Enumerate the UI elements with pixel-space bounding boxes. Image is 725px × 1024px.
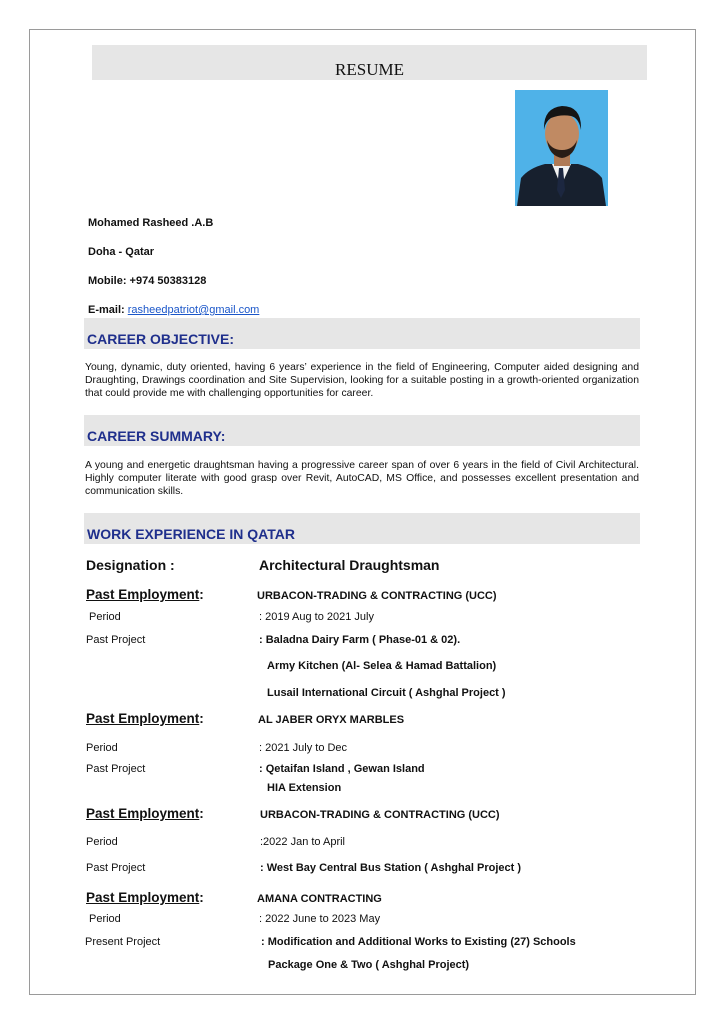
period-label: Period [89, 913, 121, 925]
project-label: Present Project [85, 936, 161, 948]
contact-mobile: Mobile: +974 50383128 [88, 275, 207, 287]
title-bar [92, 45, 647, 80]
project-item: : West Bay Central Bus Station ( Ashghal Project ) [260, 862, 521, 874]
project-item: : Qetaifan Island , Gewan Island [259, 763, 425, 775]
project-item: HIA Extension [267, 782, 342, 794]
employment-label: Past Employment: [86, 806, 204, 821]
portrait-image [515, 90, 608, 206]
period-label: Period [86, 742, 118, 754]
employment-label: Past Employment: [86, 890, 204, 905]
period-value: : 2019 Aug to 2021 July [259, 611, 374, 623]
designation-label: Designation : [86, 557, 175, 573]
period-label: Period [86, 836, 118, 848]
career-objective-text: Young, dynamic, duty oriented, having 6 years’ experience in the field of Engineering, Computer aided designing and Draughting, Drawings coordination and Site Supervision, looking for a suitable posting in a growth-oriented organization that could provide me with challenging opportunities for career. [85, 362, 639, 399]
work-experience-heading: WORK EXPERIENCE IN QATAR [87, 526, 295, 542]
contact-name: Mohamed Rasheed .A.B [88, 217, 214, 229]
project-label: Past Project [86, 634, 146, 646]
email-link[interactable]: rasheedpatriot@gmail.com [127, 304, 260, 316]
employment-label: Past Employment: [86, 711, 204, 726]
project-item: : Modification and Additional Works to Existing (27) Schools [261, 936, 576, 948]
employment-company: AMANA CONTRACTING [257, 893, 382, 905]
employment-company: AL JABER ORYX MARBLES [258, 714, 405, 726]
project-label: Past Project [86, 763, 146, 775]
email-label: E-mail: [88, 304, 128, 316]
contact-location: Doha - Qatar [88, 246, 155, 258]
career-summary-bar [84, 415, 640, 446]
career-summary-heading: CAREER SUMMARY: [87, 428, 226, 444]
work-experience-bar [84, 513, 640, 544]
project-item: : Baladna Dairy Farm ( Phase-01 & 02). [259, 634, 461, 646]
period-label: Period [89, 611, 121, 623]
project-item: Package One & Two ( Ashghal Project) [268, 959, 470, 971]
profile-photo [515, 90, 608, 206]
career-objective-bar [84, 318, 640, 349]
designation-value: Architectural Draughtsman [259, 557, 440, 573]
period-value: : 2022 June to 2023 May [259, 913, 381, 925]
period-value: :2022 Jan to April [260, 836, 346, 848]
project-label: Past Project [86, 862, 146, 874]
page-title: RESUME [335, 60, 404, 79]
employment-label: Past Employment: [86, 587, 204, 602]
career-objective-heading: CAREER OBJECTIVE: [87, 331, 235, 347]
contact-email [88, 304, 259, 316]
employment-company: URBACON-TRADING & CONTRACTING (UCC) [260, 809, 500, 821]
period-value: : 2021 July to Dec [259, 742, 348, 754]
employment-company: URBACON-TRADING & CONTRACTING (UCC) [257, 590, 497, 602]
project-item: Army Kitchen (Al- Selea & Hamad Battalion) [267, 660, 497, 672]
career-summary-text: A young and energetic draughtsman having a progressive career span of over 6 years in the field of Civil Architectural. Highly computer literate with good grasp over Revit, AutoCAD, MS Office, and possesses excellent presentation and communication skills. [85, 460, 639, 497]
project-item: Lusail International Circuit ( Ashghal Project ) [267, 687, 506, 699]
